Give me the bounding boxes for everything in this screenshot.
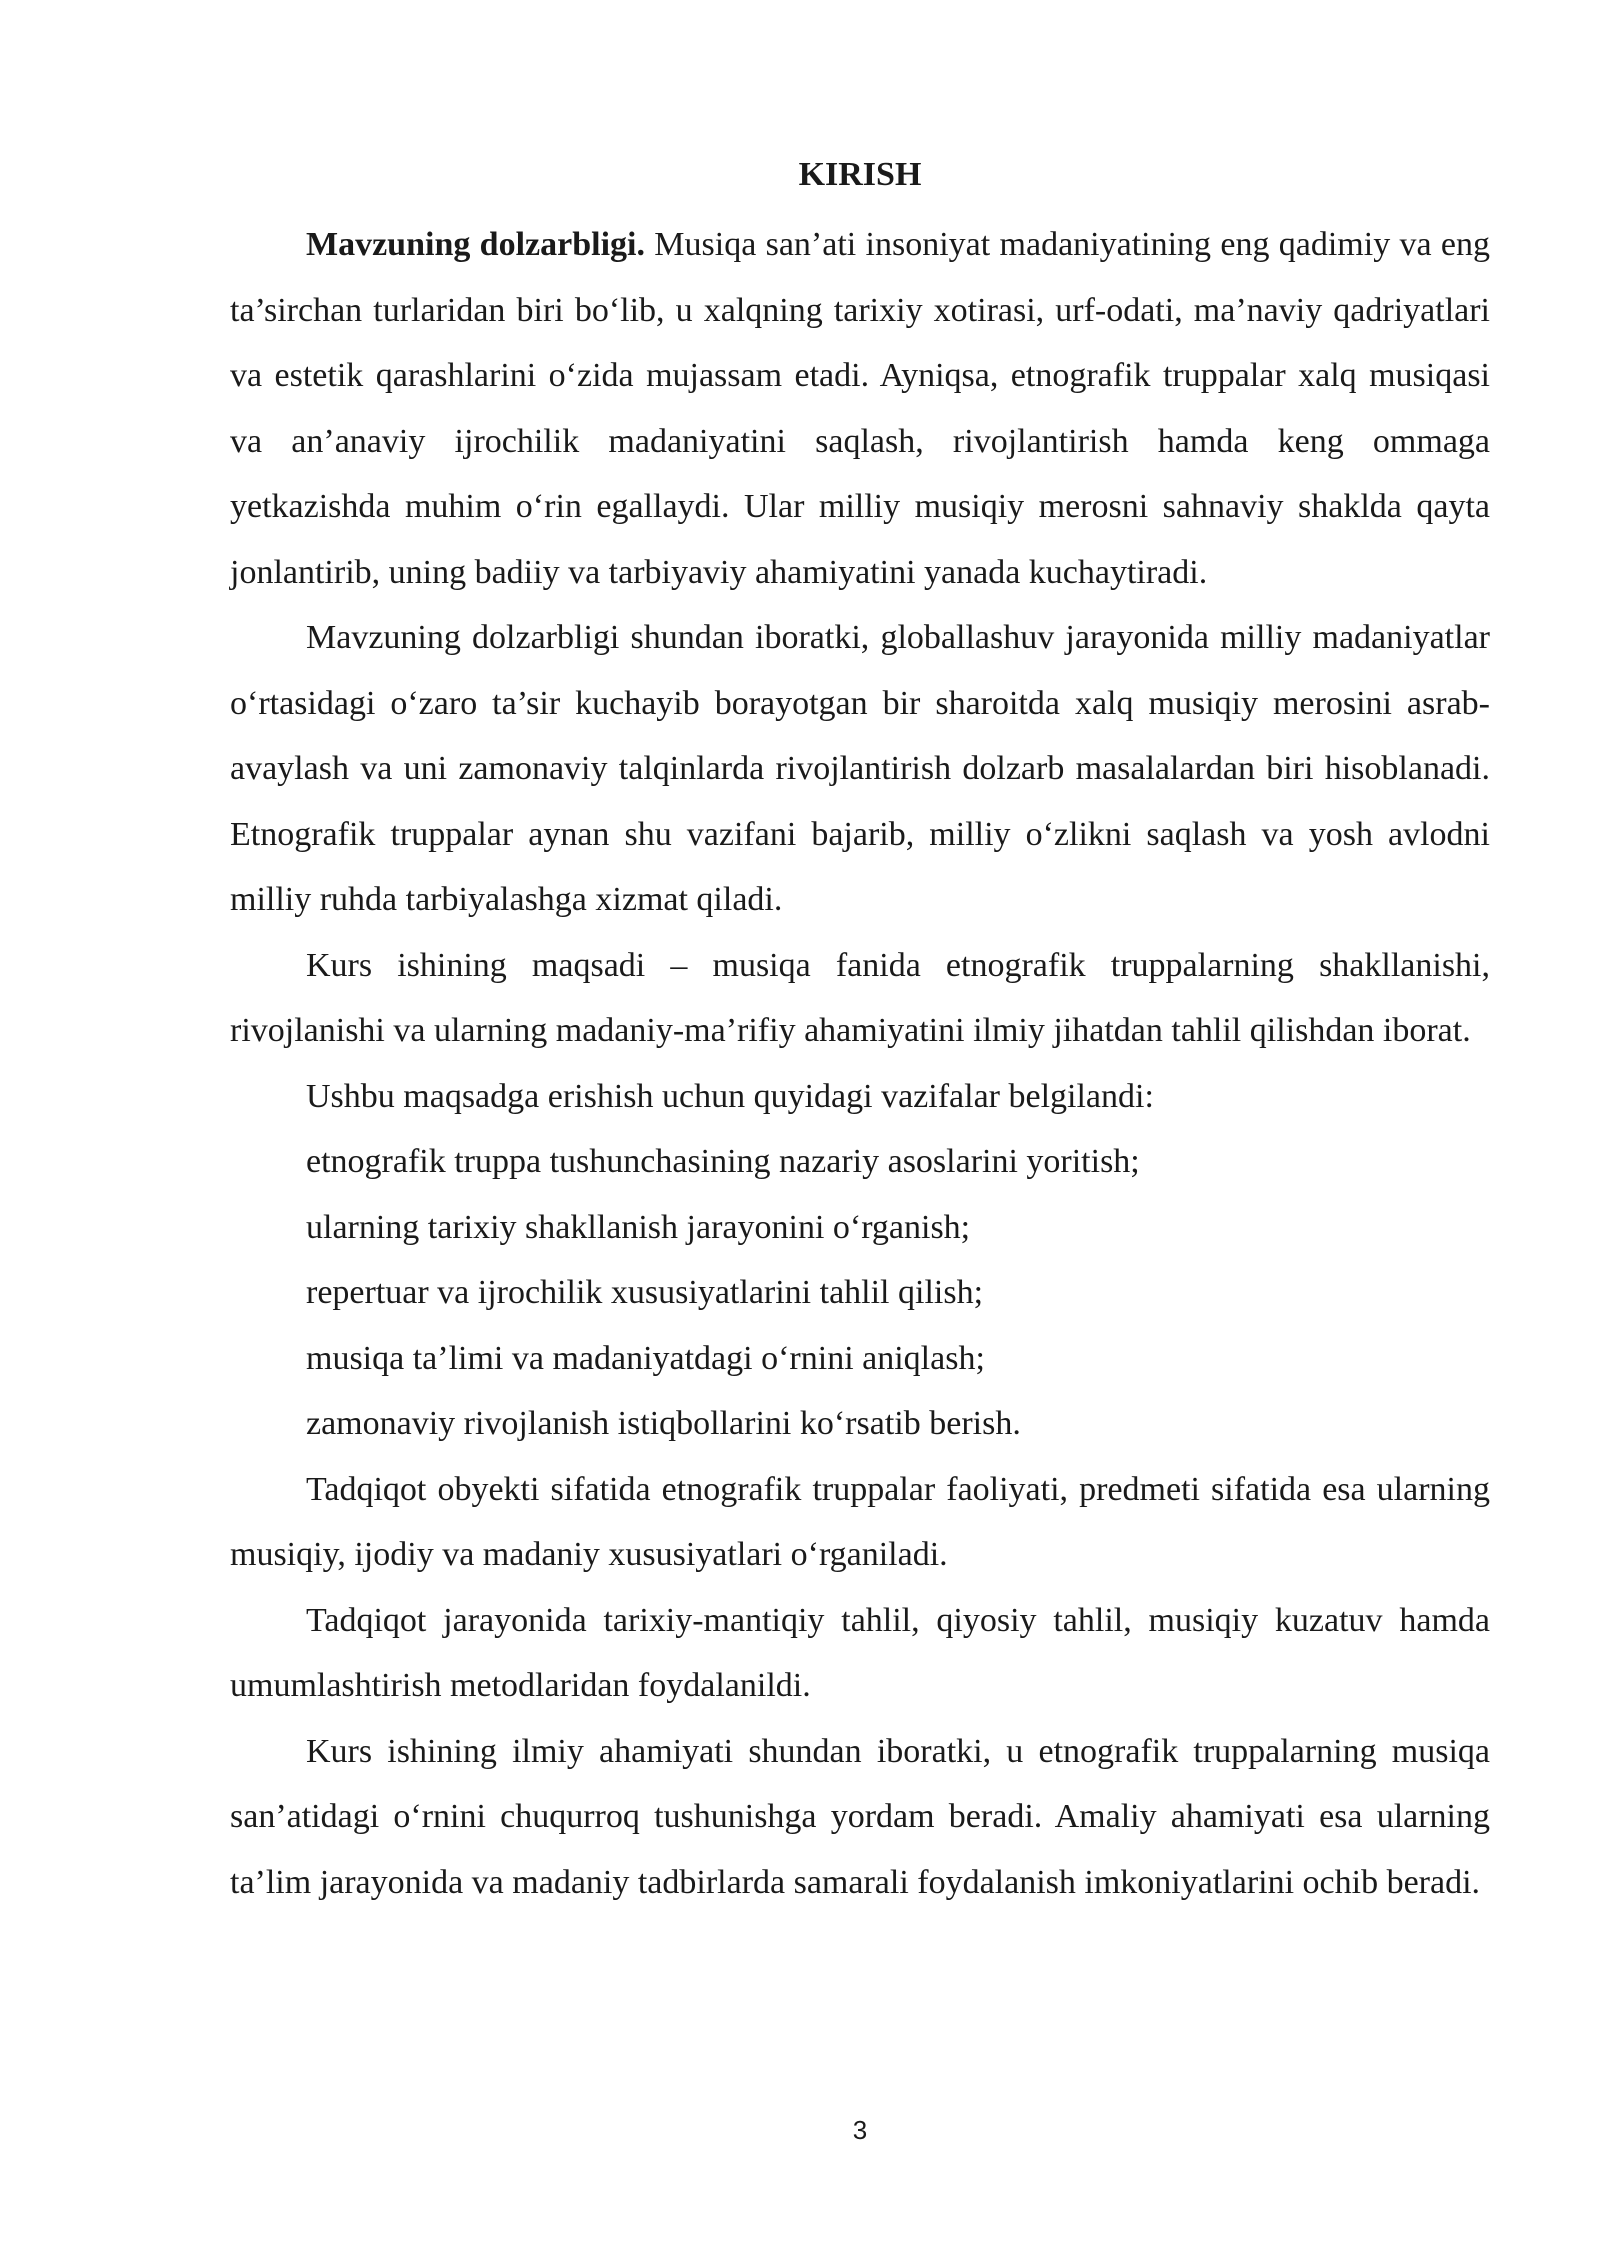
task-item: ularning tarixiy shakllanish jarayonini o‘rganish; [306,1208,971,1246]
task-item: zamonaviy rivojlanish istiqbollarini ko‘rsatib berish. [306,1405,1021,1442]
paragraph-significance: Kurs ishining ilmiy ahamiyati shundan iboratki, u etnografik truppalarning musiqa san’atidagi o‘rnini chuqurroq tushunishga yordam beradi. Amaliy ahamiyati esa ularning ta’lim jarayonida va madaniy tadbirlarda samarali foydalanish imkoniyatlarini ochib beradi. [230,1732,1490,1901]
task-item: etnografik truppa tushunchasining nazariy asoslarini yoritish; [306,1143,1140,1180]
page-number: 3 [852,2115,868,2145]
paragraph-tasks-intro: Ushbu maqsadga erishish uchun quyidagi vazifalar belgilandi: [306,1077,1154,1115]
task-item: repertuar va ijrochilik xususiyatlarini tahlil qilish; [306,1274,984,1311]
section-title: KIRISH [798,156,922,193]
paragraph-text: Musiqa san’ati insoniyat madaniyatining eng qadimiy va eng ta’sirchan turlaridan biri bo‘lib, u xalqning tarixiy xotirasi, urf-odati, ma’naviy qadriyatlari va estetik qarashlarini o‘zida mujassam etadi. Ayniqsa, etnografik truppalar xalq musiqasi va an’anaviy ijrochilik madaniyatini saqlash, rivojlantirish hamda keng ommaga yetkazishda muhim o‘rin egallaydi. Ular milliy musiqiy merosni sahnaviy shaklda qayta jonlantirib, uning badiiy va tarbiyaviy ahamiyatini yanada kuchaytiradi. [230,226,1491,591]
paragraph-research-object: Tadqiqot obyekti sifatida etnografik truppalar faoliyati, predmeti sifatida esa ularning musiqiy, ijodiy va madaniy xususiyatlari o‘rganiladi. [230,1470,1490,1573]
paragraph-research-methods: Tadqiqot jarayonida tarixiy-mantiqiy tahlil, qiyosiy tahlil, musiqiy kuzatuv hamda umumlashtirish metodlaridan foydalanildi. [230,1601,1490,1704]
paragraph-goal: Kurs ishining maqsadi – musiqa fanida etnografik truppalarning shakllanishi, rivojlanishi va ularning madaniy-ma’rifiy ahamiyatini ilmiy jihatdan tahlil qilishdan iborat. [230,946,1490,1049]
paragraph-relevance-details: Mavzuning dolzarbligi shundan iboratki, globallashuv jarayonida milliy madaniyatlar o‘rtasidagi o‘zaro ta’sir kuchayib borayotgan bir sharoitda xalq musiqiy merosini asrab-avaylash va uni zamonaviy talqinlarda rivojlantirish dolzarb masalalardan biri hisoblanadi. Etnografik truppalar aynan shu vazifani bajarib, milliy o‘zlikni saqlash va yosh avlodni milliy ruhda tarbiyalashga xizmat qiladi. [230,619,1490,918]
task-item: musiqa ta’limi va madaniyatdagi o‘rnini aniqlash; [306,1339,985,1377]
body-text [230,212,1490,1915]
paragraph-relevance [230,212,1490,605]
paragraph-lead: Mavzuning dolzarbligi. [306,226,645,263]
